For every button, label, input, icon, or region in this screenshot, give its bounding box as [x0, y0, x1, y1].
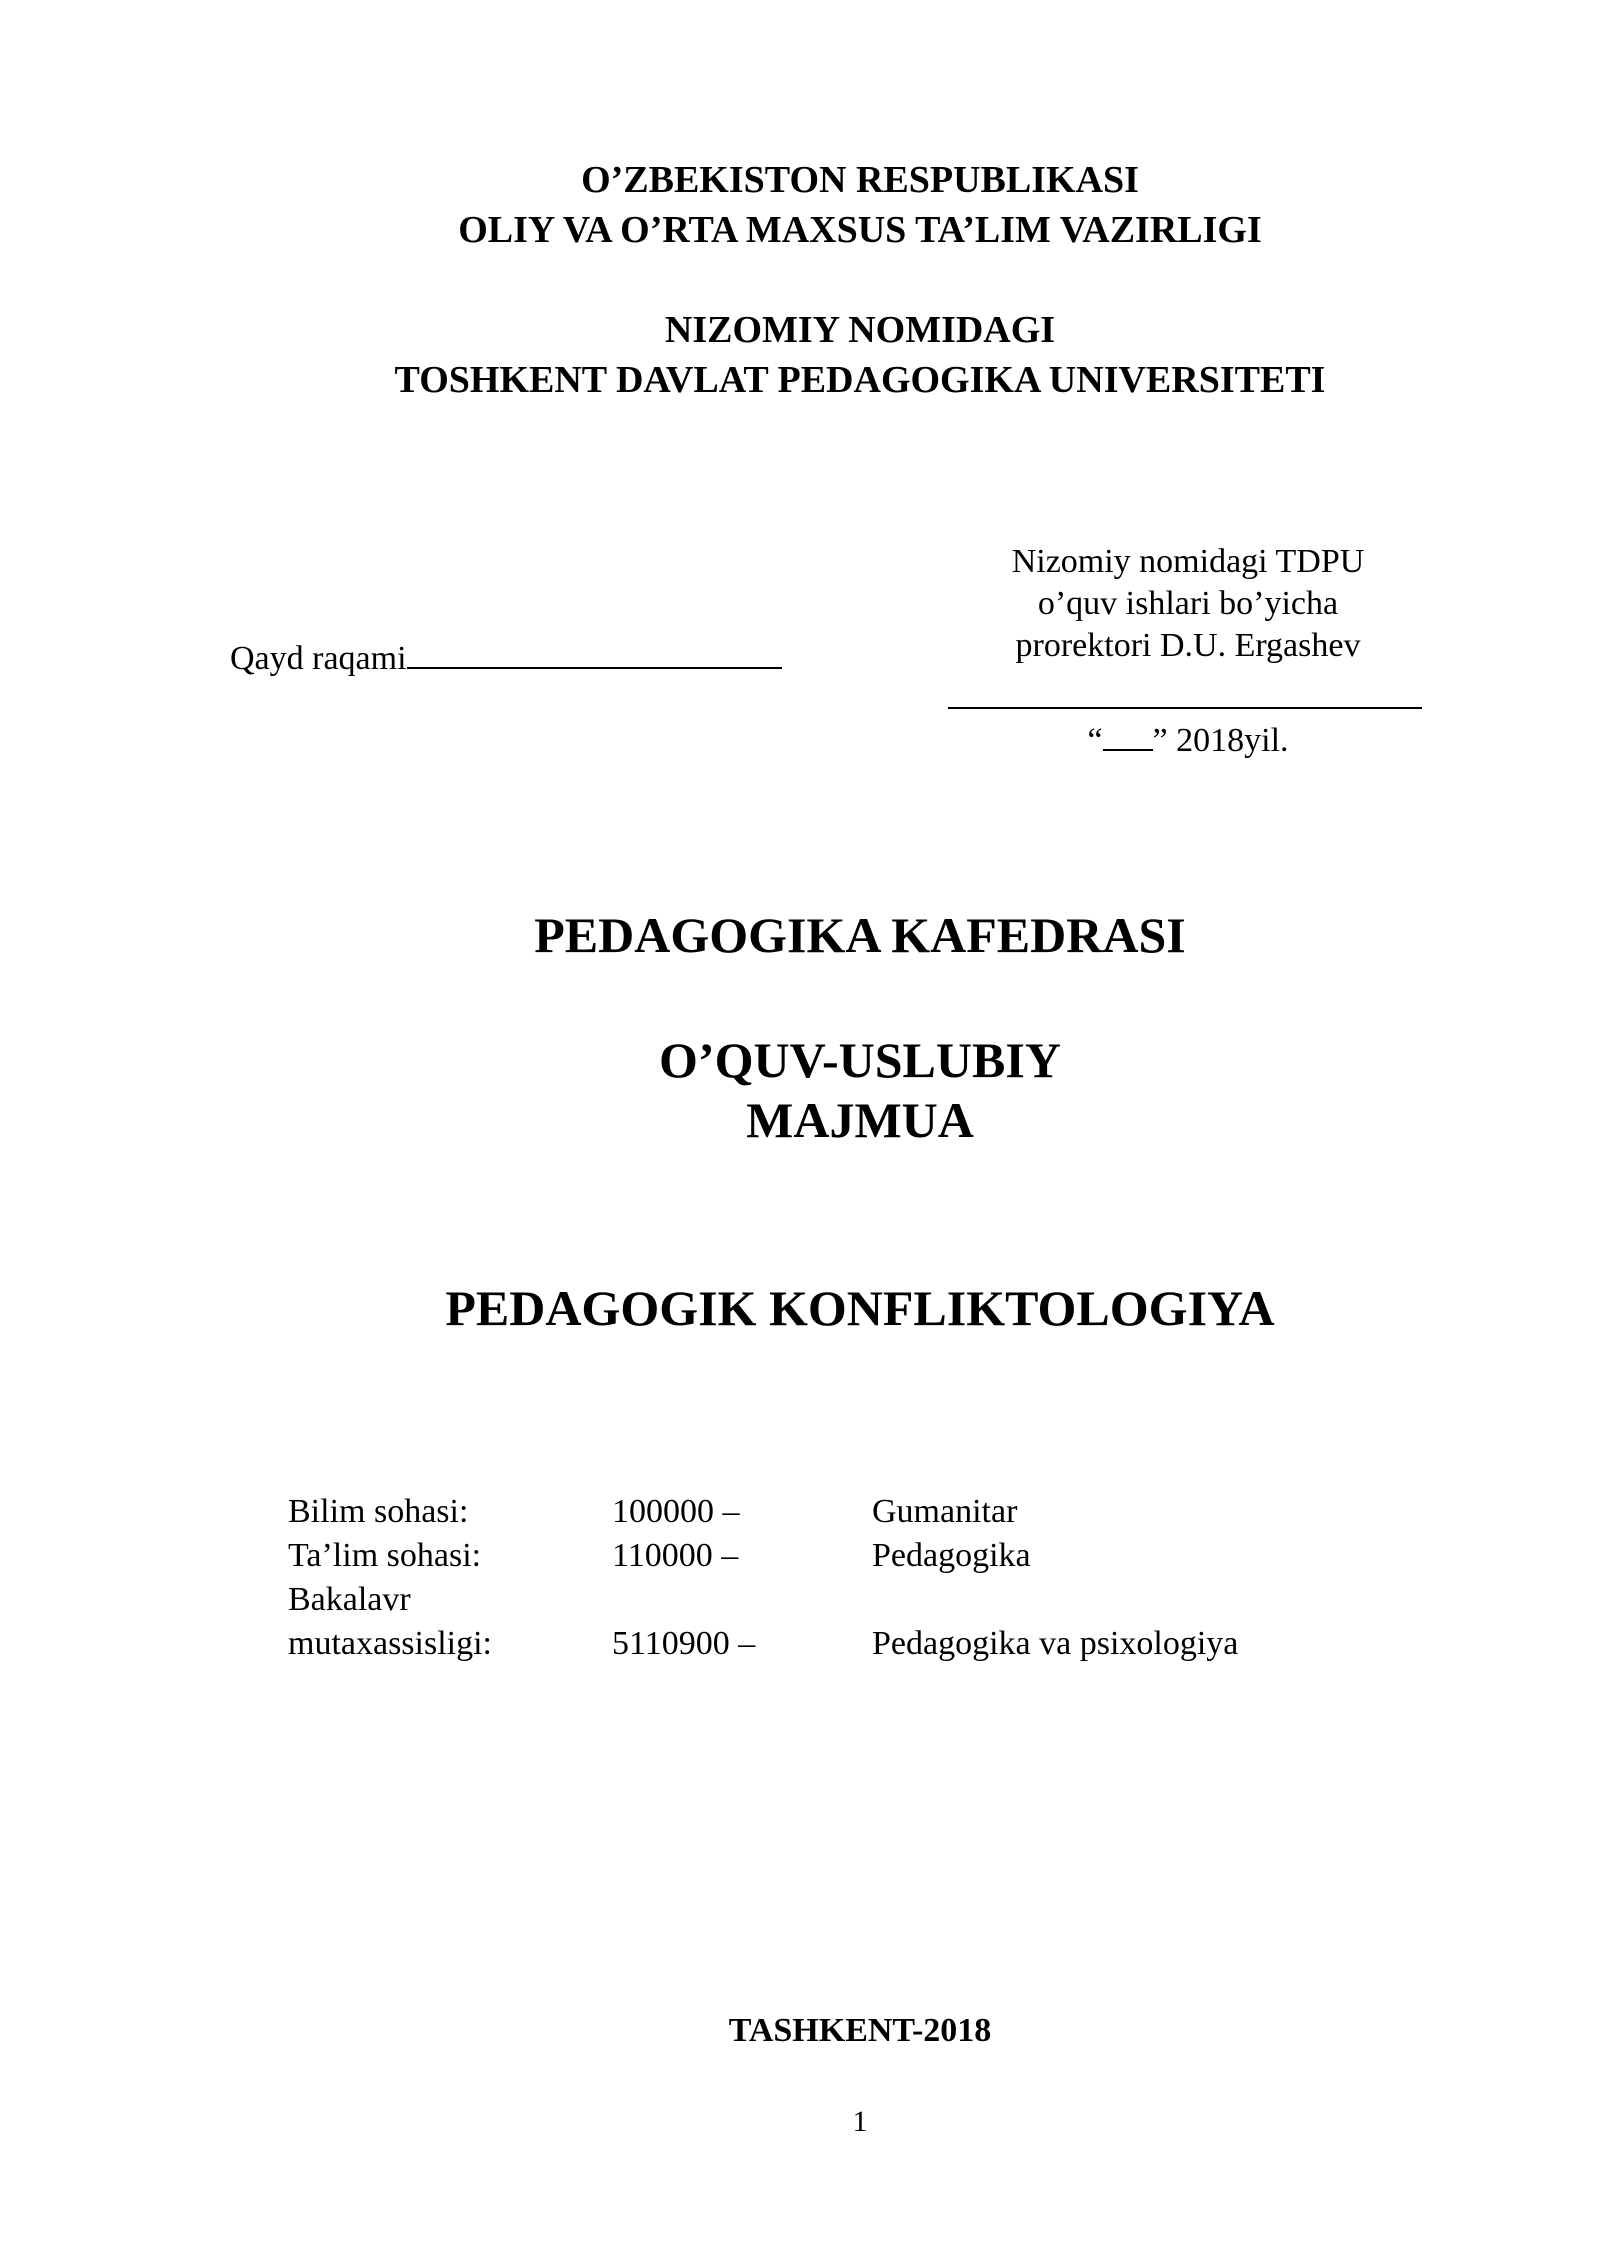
- subject-title: PEDAGOGIK KONFLIKTOLOGIYA: [445, 1280, 1275, 1336]
- named-after-line: NIZOMIY NOMIDAGI: [664, 309, 1056, 351]
- program-info-value: Pedagogika: [872, 1537, 1031, 1574]
- approval-date: [948, 720, 1428, 762]
- program-info-label: mutaxassisligi:: [288, 1625, 492, 1662]
- program-info-value: Gumanitar: [872, 1493, 1018, 1530]
- program-info-label: Ta’lim sohasi:: [288, 1537, 482, 1574]
- program-info-value: Pedagogika va psixologiya: [872, 1625, 1239, 1662]
- program-info-label: Bakalavr: [288, 1581, 411, 1618]
- program-info-label: Bilim sohasi:: [288, 1493, 469, 1530]
- approval-block: [948, 541, 1428, 667]
- university-header: [0, 305, 1600, 405]
- program-info-code: 5110900 –: [612, 1625, 756, 1662]
- country-name: O’ZBEKISTON RESPUBLIKASI: [581, 159, 1139, 201]
- program-info-code: 100000 –: [612, 1493, 740, 1530]
- page-number: 1: [852, 2105, 868, 2138]
- registration-number: [230, 637, 782, 680]
- registration-blank: [407, 637, 782, 669]
- program-info-row: [288, 1578, 1388, 1622]
- department-title: PEDAGOGIKA KAFEDRASI: [534, 907, 1186, 963]
- program-info-row: [288, 1534, 1388, 1578]
- approval-line-1: Nizomiy nomidagi TDPU: [1011, 543, 1365, 580]
- date-day-blank: [1103, 723, 1153, 751]
- city-year: TASHKENT-2018: [728, 2012, 992, 2049]
- date-year: 2018yil.: [1167, 722, 1289, 759]
- registration-label: Qayd raqami: [230, 640, 407, 677]
- university-name: TOSHKENT DAVLAT PEDAGOGIKA UNIVERSITETI: [394, 359, 1326, 401]
- date-open-quote: “: [1087, 722, 1103, 759]
- document-type: [0, 1030, 1600, 1150]
- approval-line-3: prorektori D.U. Ergashev: [1015, 627, 1361, 664]
- program-info-table: [288, 1490, 1388, 1666]
- approval-line-2: o’quv ishlari bo’yicha: [1037, 585, 1339, 622]
- signature-line: [948, 707, 1422, 709]
- date-close-quote: ”: [1152, 722, 1168, 759]
- document-type-line-2: MAJMUA: [746, 1092, 974, 1148]
- program-info-code: 110000 –: [612, 1537, 739, 1574]
- document-type-line-1: O’QUV-USLUBIY: [659, 1032, 1061, 1088]
- ministry-name: OLIY VA O’RTA MAXSUS TA’LIM VAZIRLIGI: [458, 209, 1262, 251]
- program-info-row: [288, 1490, 1388, 1534]
- ministry-header: [0, 155, 1600, 255]
- program-info-row: [288, 1622, 1388, 1666]
